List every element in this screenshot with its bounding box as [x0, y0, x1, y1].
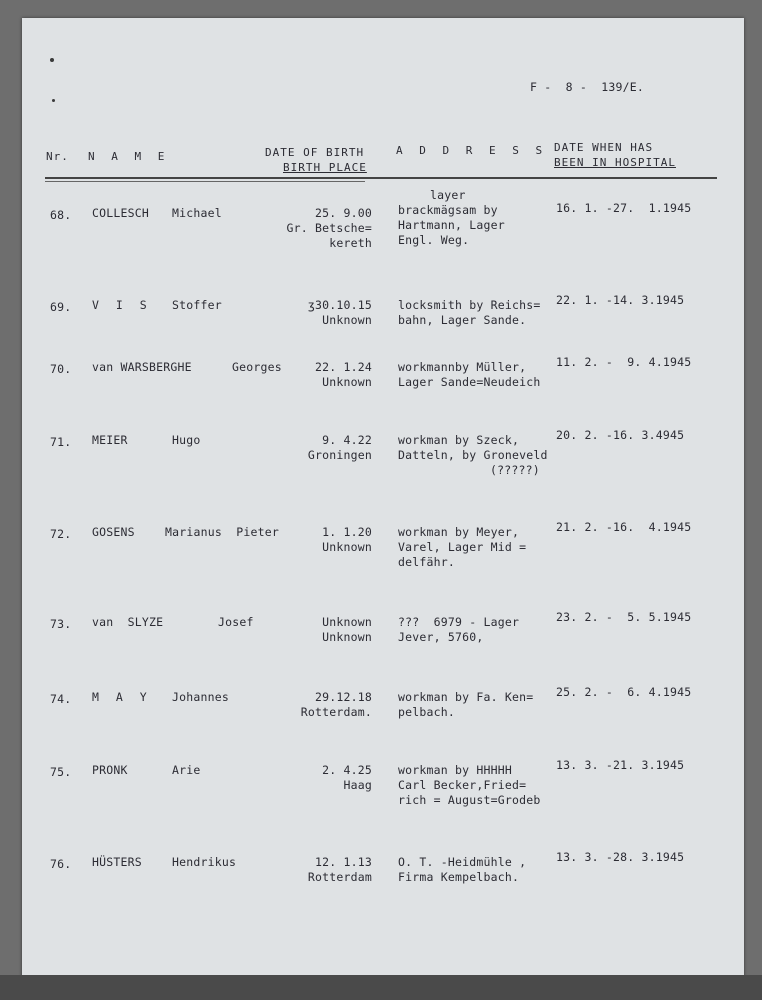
entry-address-line: layer	[430, 188, 466, 202]
entry-surname: GOSENS	[92, 525, 135, 539]
entry-address-line: Lager Sande=Neudeich	[398, 375, 541, 389]
entry-hospital-dates: 11. 2. - 9. 4.1945	[556, 355, 692, 369]
entry-date-of-birth: Unknown	[322, 615, 372, 629]
entry-address-line: Jever, 5760,	[398, 630, 484, 644]
punch-hole	[50, 58, 54, 62]
entry-number: 73.	[50, 617, 72, 631]
entry-address-line: delfähr.	[398, 555, 455, 569]
entry-surname: COLLESCH	[92, 206, 149, 220]
entry-address-line: Carl Becker,Fried=	[398, 778, 527, 792]
entry-date-of-birth: 25. 9.00	[315, 206, 372, 220]
entry-firstname: Johannes	[172, 690, 229, 704]
entry-date-of-birth: 29.12.18	[315, 690, 372, 704]
entry-surname: van SLYZE	[92, 615, 164, 629]
entry-number: 74.	[50, 692, 72, 706]
document-reference: F - 8 - 139/E.	[530, 80, 644, 94]
entry-birthplace: Unknown	[322, 313, 372, 327]
entry-birthplace: Haag	[343, 778, 372, 792]
entry-date-of-birth: 1. 1.20	[322, 525, 372, 539]
header-dob: DATE OF BIRTH	[265, 146, 365, 159]
entry-surname: PRONK	[92, 763, 128, 777]
entry-hospital-dates: 13. 3. -28. 3.1945	[556, 850, 685, 864]
entry-firstname: Stoffer	[172, 298, 222, 312]
entry-address-line: workman by Meyer,	[398, 525, 520, 539]
entry-birthplace: Unknown	[322, 630, 372, 644]
entry-hospital-dates: 20. 2. -16. 3.4945	[556, 428, 685, 442]
entry-hospital-dates: 25. 2. - 6. 4.1945	[556, 685, 692, 699]
entry-birthplace: Rotterdam	[307, 870, 372, 884]
entry-number: 69.	[50, 300, 72, 314]
header-divider-2	[45, 181, 365, 182]
entry-surname: HÜSTERS	[92, 855, 142, 869]
entry-hospital-dates: 21. 2. -16. 4.1945	[556, 520, 692, 534]
entry-hospital-dates: 22. 1. -14. 3.1945	[556, 293, 685, 307]
entry-address-line: workmannby Müller,	[398, 360, 527, 374]
entry-surname: van WARSBERGHE	[92, 360, 192, 374]
entry-date-of-birth: 9. 4.22	[322, 433, 372, 447]
entry-birthplace: kereth	[329, 236, 372, 250]
scanner-bed	[0, 975, 762, 1000]
entry-date-of-birth: 22. 1.24	[315, 360, 372, 374]
entry-hospital-dates: 13. 3. -21. 3.1945	[556, 758, 685, 772]
entry-number: 68.	[50, 208, 72, 222]
entry-number: 72.	[50, 527, 72, 541]
entry-number: 70.	[50, 362, 72, 376]
entry-birthplace: Groningen	[307, 448, 372, 462]
entry-number: 71.	[50, 435, 72, 449]
entry-birthplace: Unknown	[322, 540, 372, 554]
entry-hospital-dates: 23. 2. - 5. 5.1945	[556, 610, 692, 624]
header-hospital-2: BEEN IN HOSPITAL	[554, 156, 676, 169]
entry-firstname: Josef	[218, 615, 254, 629]
entry-address-line: Varel, Lager Mid =	[398, 540, 527, 554]
entry-hospital-dates: 16. 1. -27. 1.1945	[556, 201, 692, 215]
entry-firstname: Michael	[172, 206, 222, 220]
entry-surname: MEIER	[92, 433, 128, 447]
entry-address-line: workman by Szeck,	[398, 433, 520, 447]
header-nr: Nr.	[46, 150, 69, 163]
entry-firstname: Arie	[172, 763, 201, 777]
entry-address-line: O. T. -Heidmühle ,	[398, 855, 527, 869]
entry-firstname: Marianus Pieter	[165, 525, 279, 539]
header-address: A D D R E S S	[396, 144, 548, 157]
entry-birthplace: Unknown	[322, 375, 372, 389]
entry-date-of-birth: ʒ30.10.15	[307, 298, 372, 312]
entry-firstname: Hendrikus	[172, 855, 237, 869]
header-name: N A M E	[88, 150, 170, 163]
entry-address-line: bahn, Lager Sande.	[398, 313, 527, 327]
entry-address-line: Datteln, by Groneveld	[398, 448, 548, 462]
entry-firstname: Georges	[232, 360, 282, 374]
entry-address-line: brackmägsam by	[398, 203, 498, 217]
entry-firstname: Hugo	[172, 433, 201, 447]
entry-address-line: Hartmann, Lager	[398, 218, 505, 232]
punch-hole	[52, 99, 55, 102]
entry-address-line: locksmith by Reichs=	[398, 298, 541, 312]
entry-address-line: Engl. Weg.	[398, 233, 470, 247]
entry-surname: V I S	[92, 298, 152, 312]
entry-address-line: workman by HHHHH	[398, 763, 512, 777]
entry-address-line: workman by Fa. Ken=	[398, 690, 534, 704]
header-hospital: DATE WHEN HAS	[554, 141, 654, 154]
entry-address-line: rich = August=Grodeb	[398, 793, 541, 807]
entry-surname: M A Y	[92, 690, 152, 704]
entry-birthplace: Rotterdam.	[300, 705, 372, 719]
header-divider	[45, 177, 717, 179]
entry-address-line: Firma Kempelbach.	[398, 870, 520, 884]
entry-birthplace: Gr. Betsche=	[286, 221, 372, 235]
entry-number: 76.	[50, 857, 72, 871]
entry-number: 75.	[50, 765, 72, 779]
header-birthplace: BIRTH PLACE	[283, 161, 367, 174]
entry-date-of-birth: 2. 4.25	[322, 763, 372, 777]
entry-address-line: pelbach.	[398, 705, 455, 719]
entry-address-line: (?????)	[490, 463, 540, 477]
entry-address-line: ??? 6979 - Lager	[398, 615, 520, 629]
entry-date-of-birth: 12. 1.13	[315, 855, 372, 869]
